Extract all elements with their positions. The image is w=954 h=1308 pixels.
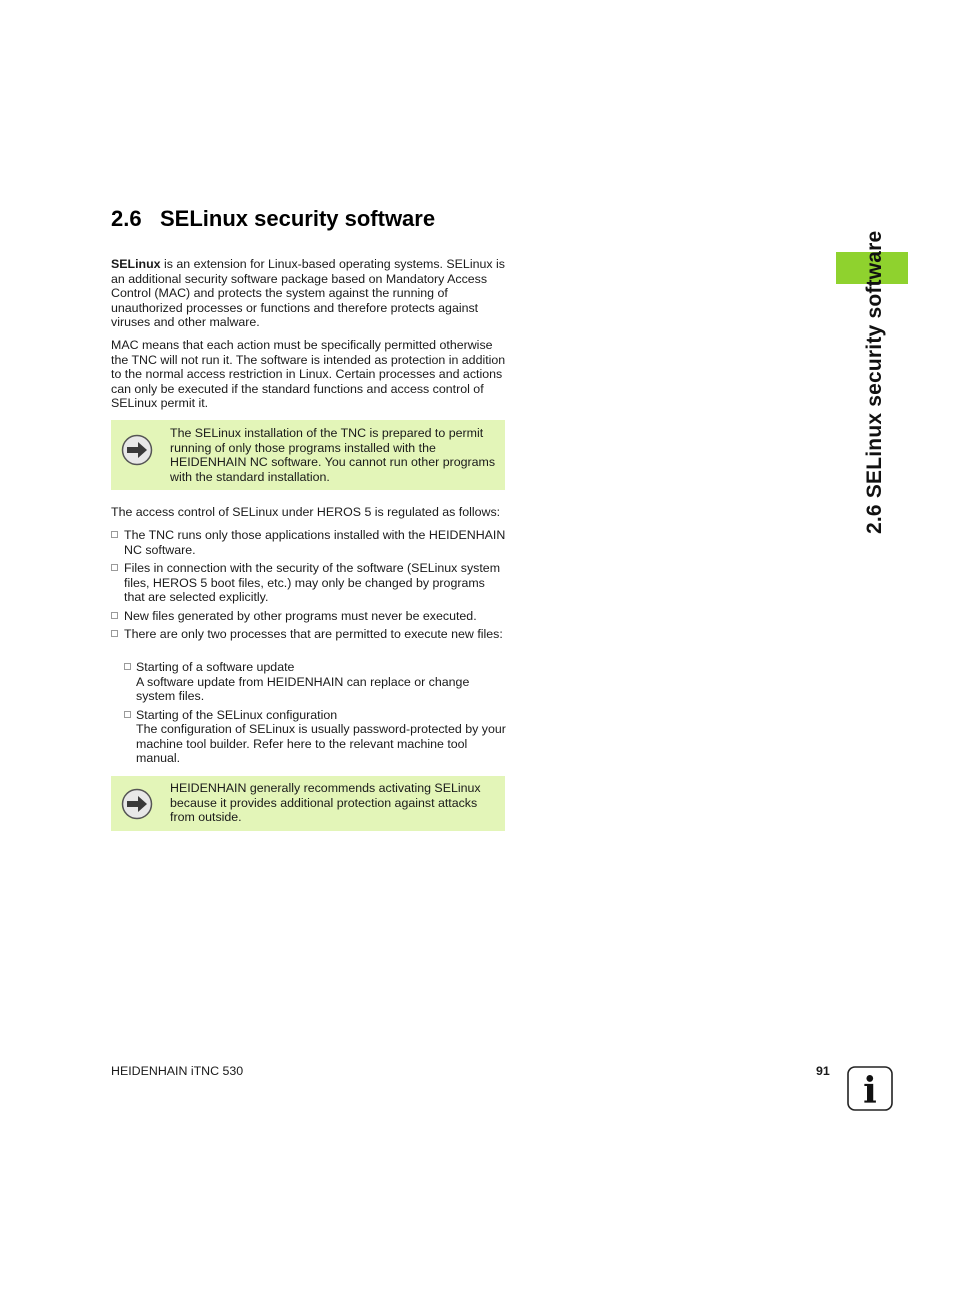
- list-item: Files in connection with the security of the software (SELinux system files, HEROS 5 boot files, etc.) may only be changed by programs that are selected explicitly.: [111, 561, 507, 605]
- list-item: The TNC runs only those applications installed with the HEIDENHAIN NC software.: [111, 528, 507, 557]
- bullet-square-icon: [111, 612, 118, 619]
- arrow-right-icon: [121, 434, 153, 466]
- permitted-processes-list: [124, 660, 508, 766]
- section-title: SELinux security software: [160, 206, 436, 231]
- arrow-right-icon: [121, 788, 153, 820]
- note-text-recommendation: HEIDENHAIN generally recommends activating SELinux because it provides additional protection against attacks from outside.: [170, 781, 481, 824]
- note-text-installation: The SELinux installation of the TNC is prepared to permit running of only those programs installed with the HEIDENHAIN NC software. You cannot run other programs with the standard installation.: [170, 426, 496, 484]
- info-icon: [847, 1066, 893, 1111]
- bullet-square-icon: [111, 531, 118, 538]
- mac-paragraph: MAC means that each action must be specifically permitted otherwise the TNC will not run it. The software is intended as protection in addition to the normal access restriction in Linux. Certain processes and actions can only be executed if the standard functions and access control of SELinux permit it.: [111, 338, 506, 410]
- sub-list-item: Starting of a software update A software update from HEIDENHAIN can replace or change system files.: [124, 660, 508, 704]
- page-title: [111, 206, 435, 232]
- footer-product: HEIDENHAIN iTNC 530: [111, 1064, 244, 1078]
- intro-lead-term: SELinux: [111, 257, 161, 271]
- page-number: 91: [816, 1064, 830, 1078]
- list-item: New files generated by other programs must never be executed.: [111, 609, 507, 624]
- bullet-square-icon: [111, 630, 118, 637]
- section-number: 2.6: [111, 206, 142, 231]
- intro-text: is an extension for Linux-based operating systems. SELinux is an additional security software package based on Mandatory Access Control (MAC) and protects the system against the running of unauthorized processes or functions and therefore protects against viruses and other malware.: [111, 257, 505, 329]
- info-glyph: i: [863, 1070, 877, 1111]
- intro-paragraph: [111, 257, 507, 330]
- list-item: There are only two processes that are permitted to execute new files:: [111, 627, 507, 642]
- access-control-paragraph: The access control of SELinux under HEROS 5 is regulated as follows:: [111, 505, 501, 519]
- bullet-square-icon: [111, 564, 118, 571]
- side-section-label: 2.6 SELinux security software: [863, 230, 886, 534]
- sub-list-item: Starting of the SELinux configuration The configuration of SELinux is usually password-protected by your machine tool builder. Refer here to the relevant machine tool manual.: [124, 708, 508, 766]
- note-box-installation: [111, 420, 505, 490]
- bullet-square-icon: [124, 663, 131, 670]
- access-rules-list: [111, 528, 507, 642]
- bullet-square-icon: [124, 711, 131, 718]
- note-box-recommendation: [111, 776, 505, 831]
